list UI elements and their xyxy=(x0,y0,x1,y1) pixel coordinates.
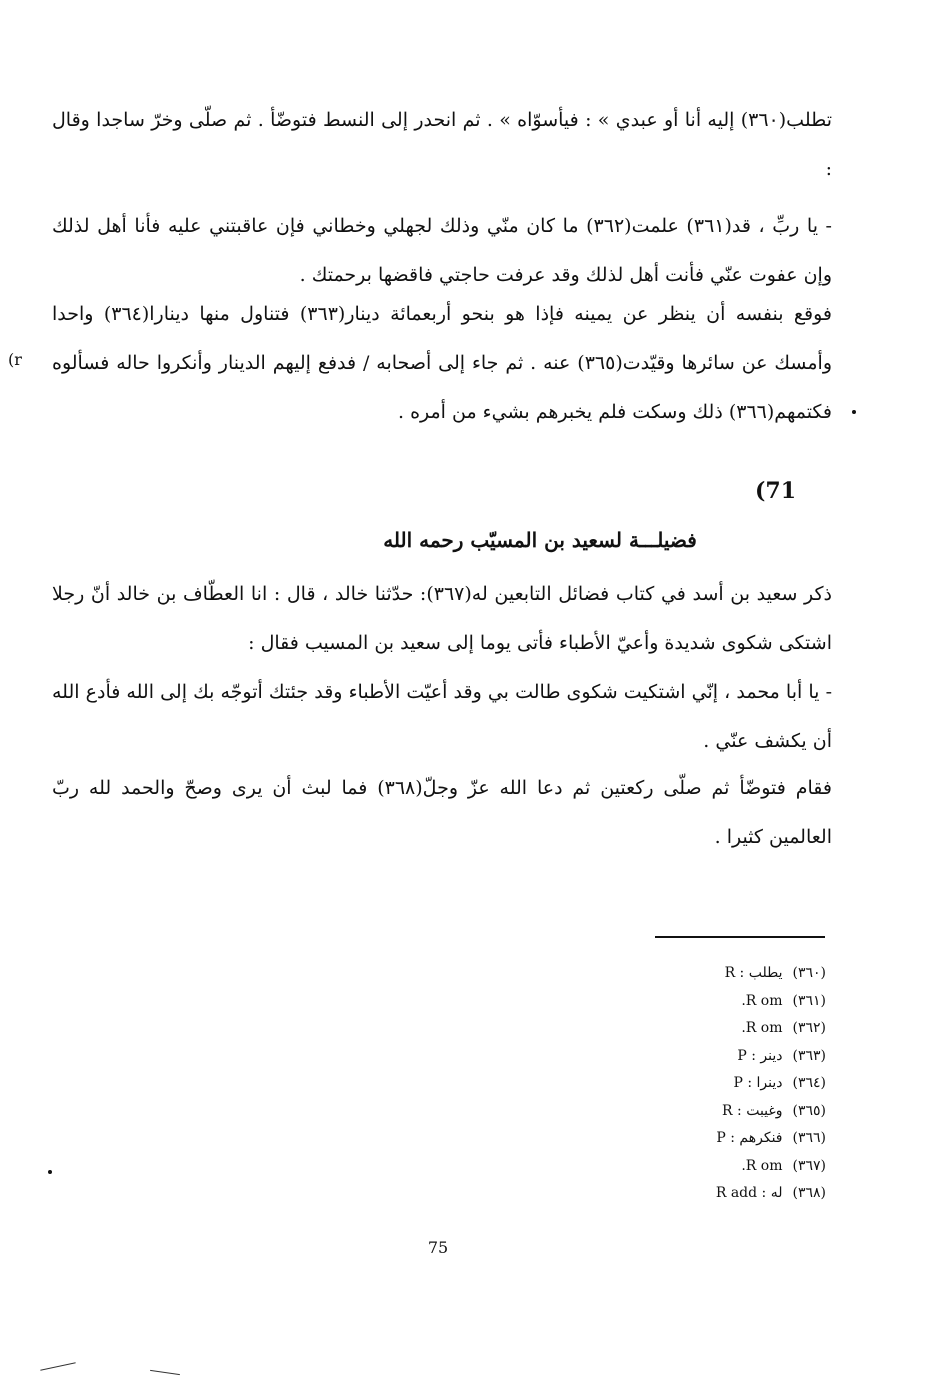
page-number: 75 xyxy=(427,1238,449,1257)
footnotes xyxy=(566,960,826,1208)
margin-mark: (r xyxy=(8,350,22,369)
scan-mark xyxy=(150,1370,180,1375)
footnote: (٣٦٣)دينر : P xyxy=(737,1047,826,1064)
footnote: (٣٦١)R om. xyxy=(741,992,826,1009)
footnote: (٣٦٢)R om. xyxy=(741,1020,826,1036)
paragraph-6: فقام فتوضّأ ثم صلّى ركعتين ثم دعا الله عزّ وجلّ(٣٦٨) فما لبث أن يرى وصحّ والحمد لله ربّ العالمين كثيرا . xyxy=(52,777,832,848)
margin-dot xyxy=(852,410,856,414)
footnote: (٣٦٥)وغيبت : R xyxy=(722,1102,826,1119)
section-number: (71 xyxy=(755,478,797,504)
footnote: (٣٦٠)يطلب : R xyxy=(724,965,826,981)
paragraph-2: - يا ربِّ ، قد(٣٦١) علمت(٣٦٢) ما كان منّي وذلك لجهلي وخطاني فإن عاقبتني عليه فأنا أهل لذلك وإن عفوت عنّي فأنت أهل لذلك وقد عرفت حاجتي فاقضها برحمتك . xyxy=(52,215,832,286)
section-heading: فضيلـــة لسعيد بن المسيّب رحمه الله xyxy=(383,528,697,552)
paragraph-4: ذكر سعيد بن أسد في كتاب فضائل التابعين له(٣٦٧): حدّثنا خالد ، قال : انا العطّاف بن خالد أنّ رجلا اشتكى شكوى شديدة وأعيّ الأطباء فأتى يوما إلى سعيد بن المسيب فقال : xyxy=(52,583,833,654)
margin-dot xyxy=(48,1170,52,1174)
footnote: (٣٦٧)R om. xyxy=(741,1157,826,1174)
paragraph-5: - يا أبا محمد ، إنّي اشتكيت شكوى طالت بي وقد أعيّت الأطباء وقد جئتك أتوجّه بك إلى الله فأدع الله أن يكشف عنّي . xyxy=(52,681,832,752)
footnote: (٣٦٦)فنكرهم : P xyxy=(716,1130,826,1146)
footnote: (٣٦٤)دينرا : P xyxy=(733,1075,826,1091)
footnote-divider xyxy=(655,936,825,938)
scan-mark xyxy=(40,1362,75,1370)
paragraph-1: تطلب(٣٦٠) إليه أنا أو عبدي » : فيأسوّاه » . ثم انحدر إلى النسط فتوضّأ . ثم صلّى وخرّ ساجدا وقال : xyxy=(52,109,832,180)
footnote: (٣٦٨)له : R add xyxy=(715,1185,826,1201)
paragraph-3: فوقع بنفسه أن ينظر عن يمينه فإذا هو بنحو أربعمائة دينار(٣٦٣) فتناول منها دينارا(٣٦٤) واحدا وأمسك عن سائرها وقيّدت(٣٦٥) عنه . ثم جاء إلى أصحابه / فدفع إليهم الدينار وأنكروا حاله فسألوه فكتمهم(٣٦٦) ذلك وسكت فلم يخبرهم بشيء من أمره . xyxy=(52,303,833,423)
